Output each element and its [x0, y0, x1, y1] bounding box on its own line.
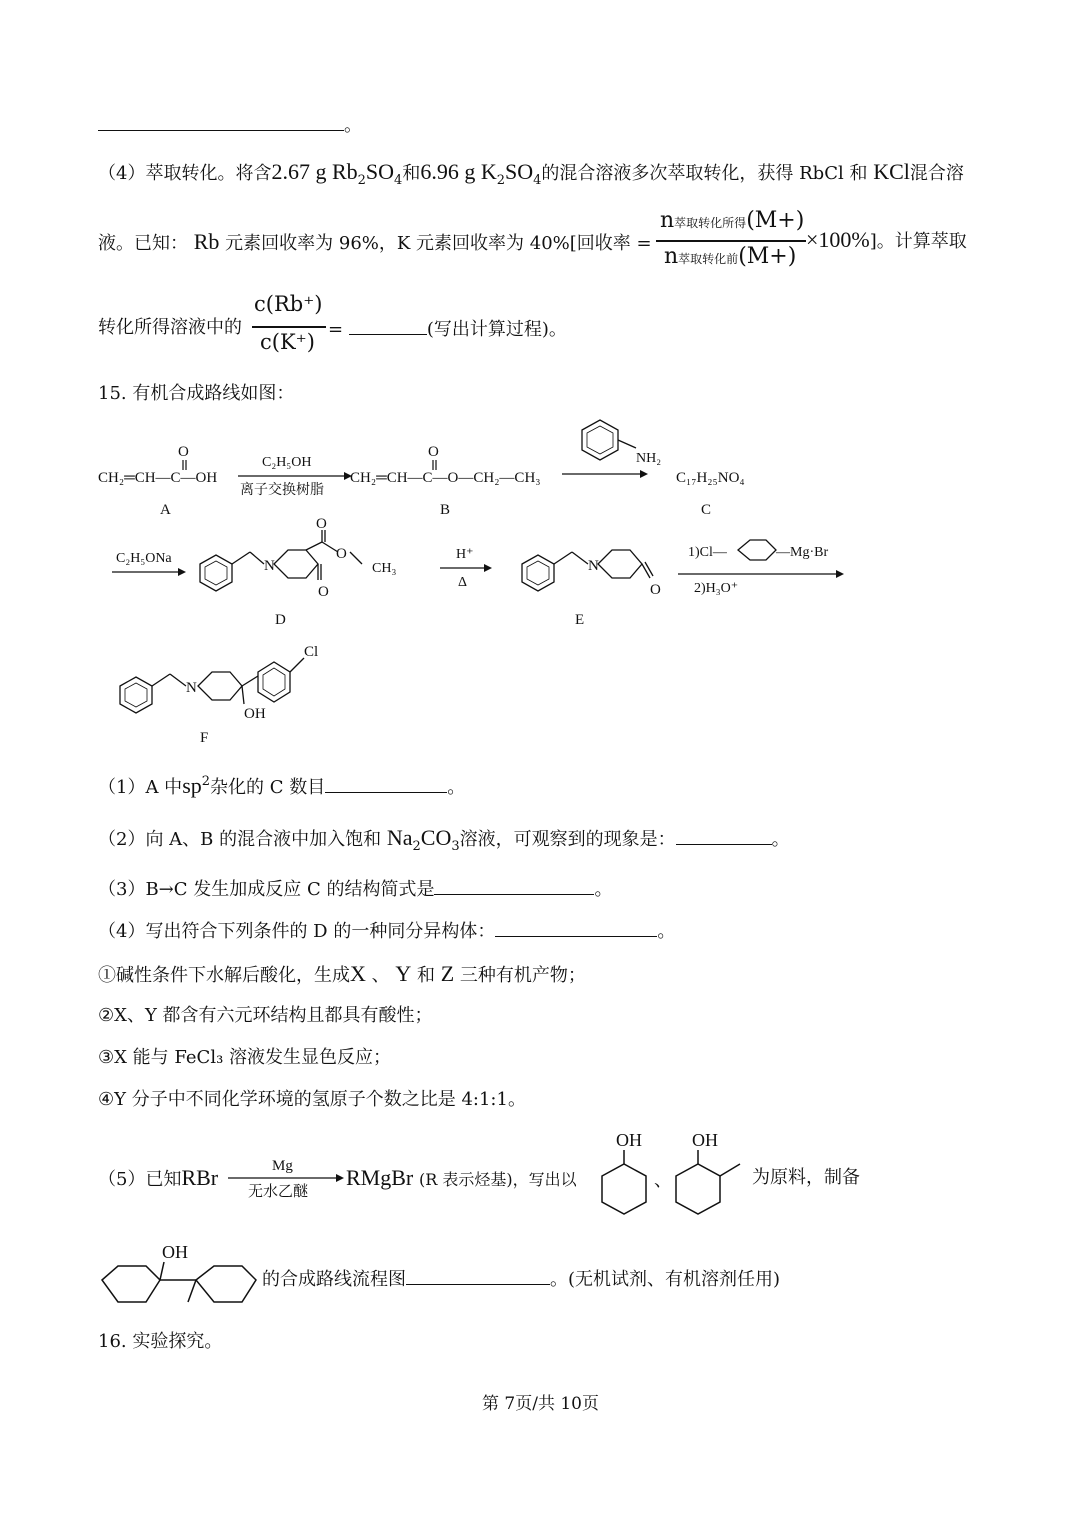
- rb-k-ratio: c(Rb⁺) c(K⁺): [252, 292, 332, 364]
- arrow4-reagent: H⁺: [456, 547, 474, 562]
- compound-a-formula: CH₂═CH—C—OH: [98, 470, 218, 486]
- compound-d-label: D: [275, 612, 286, 628]
- scheme-row2: [0, 516, 1080, 630]
- q15-title: 15. 有机合成路线如图：: [98, 383, 295, 404]
- q5-answer-blank[interactable]: [406, 1266, 550, 1285]
- q5-arrow-condition: 无水乙醚: [248, 1184, 309, 1200]
- e-nitrogen: N: [588, 558, 599, 574]
- q14-line2-left: 液。已知： Rb 元素回收率为 96%，K 元素回收率为 40%[回收率 =: [98, 229, 652, 254]
- d-nitrogen: N: [264, 558, 275, 574]
- target-product-structure: [96, 1238, 266, 1318]
- benzylamine-nh2: NH₂: [636, 451, 662, 466]
- arrow4-condition: Δ: [458, 575, 468, 590]
- q2-answer-blank[interactable]: [676, 826, 772, 845]
- grignard-reagent-a: 1)Cl—: [688, 545, 727, 560]
- q3-answer-blank[interactable]: [434, 876, 594, 895]
- scheme-row1: [0, 420, 1080, 530]
- arrow5-workup: 2)H₃O⁺: [694, 581, 739, 596]
- d-ch3: CH₃: [372, 561, 397, 576]
- compound-c-label: C: [701, 502, 712, 518]
- f-chlorine: Cl: [304, 644, 319, 660]
- q15-4: （4）写出符合下列条件的 D 的一种同分异构体： 。: [98, 918, 675, 944]
- q15-5-d: 的合成路线流程图 。(无机试剂、有机溶剂任用): [262, 1266, 780, 1292]
- compound-a-label: A: [160, 502, 171, 518]
- d-carbonyl-o: O: [316, 516, 327, 532]
- compound-b-label: B: [440, 502, 451, 518]
- e-ketone-o: O: [650, 582, 661, 598]
- q15-5-c: 为原料，制备: [752, 1167, 860, 1188]
- cyclohexanol-oh: OH: [616, 1130, 642, 1150]
- q15-2: （2）向 A、B 的混合液中加入饱和 $Na_2CO_3$溶液，可观察到的现象是： 。: [98, 825, 790, 854]
- condition-4: ④Y 分子中不同化学环境的氢原子个数之比是 4:1:1。: [98, 1089, 526, 1110]
- arrow1-reagent: C₂H₅OH: [262, 455, 312, 470]
- q16-title: 16. 实验探究。: [98, 1331, 223, 1352]
- f-hydroxyl: OH: [244, 706, 266, 722]
- condition-3: ③X 能与 FeCl₃ 溶液发生显色反应；: [98, 1047, 392, 1068]
- q15-1: （1）A 中$sp^2$杂化的 C 数目 。: [98, 773, 466, 798]
- q5-arrow-reagent: Mg: [272, 1158, 293, 1174]
- cyclohexanol-structure: [596, 1126, 756, 1226]
- q15-5-b: RMgBr (R 表示烃基)，写出以: [346, 1165, 577, 1190]
- compound-f-label: F: [200, 730, 209, 746]
- compound-f: [0, 636, 400, 746]
- q1-answer-blank[interactable]: [325, 774, 447, 793]
- q15-5-a: （5）已知RBr: [98, 1165, 219, 1190]
- q15-3: （3）B→C 发生加成反应 C 的结构简式是 。: [98, 876, 612, 902]
- arrow3-reagent: C₂H₅ONa: [116, 551, 172, 566]
- q4-answer-blank[interactable]: [495, 918, 657, 937]
- q14-line3-answer: = (写出计算过程)。: [328, 316, 567, 342]
- chlorophenyl-ring: [738, 540, 776, 560]
- answer-blank-prev: 。: [98, 112, 362, 138]
- arrow1-condition: 离子交换树脂: [240, 483, 324, 498]
- compound-b-formula: CH₂═CH—C—O—CH₂—CH₃: [350, 470, 541, 486]
- product-oh: OH: [162, 1242, 188, 1262]
- f-nitrogen: N: [186, 680, 197, 696]
- compound-c-formula: C₁₇H₂₅NO₄: [676, 470, 745, 486]
- condition-2: ②X、Y 都含有六元环结构且都具有酸性；: [98, 1005, 433, 1026]
- q14-line3: 转化所得溶液中的: [98, 317, 242, 338]
- q14-line2-right: ×100%]。计算萃取: [806, 227, 967, 252]
- q5-separator: 、: [654, 1170, 672, 1190]
- page-number: 第 7页/共 10页: [482, 1394, 599, 1414]
- d-ketone-o: O: [318, 584, 329, 600]
- compound-e-label: E: [575, 612, 585, 628]
- benzylamine-structure: [582, 420, 636, 460]
- q5-arrow: [226, 1150, 346, 1210]
- methylcyclohexanol-oh: OH: [692, 1130, 718, 1150]
- d-ester-o: O: [336, 546, 347, 562]
- grignard-reagent-b: —Mg·Br: [776, 545, 829, 560]
- a-carbonyl-o: O: [178, 444, 189, 460]
- condition-1: ①碱性条件下水解后酸化，生成X 、 Y 和 Z 三种有机产物；: [98, 961, 586, 986]
- recovery-rate-fraction: n萃取转化所得(M+) n萃取转化前(M+): [656, 208, 816, 278]
- q14-part4-line1: （4）萃取转化。将含2.67 g $Rb_2SO_4$和6.96 g $K_2SO_4$的混合溶液多次萃取转化，获得 RbCl 和 KCl混合溶: [98, 159, 964, 188]
- b-carbonyl-o: O: [428, 444, 439, 460]
